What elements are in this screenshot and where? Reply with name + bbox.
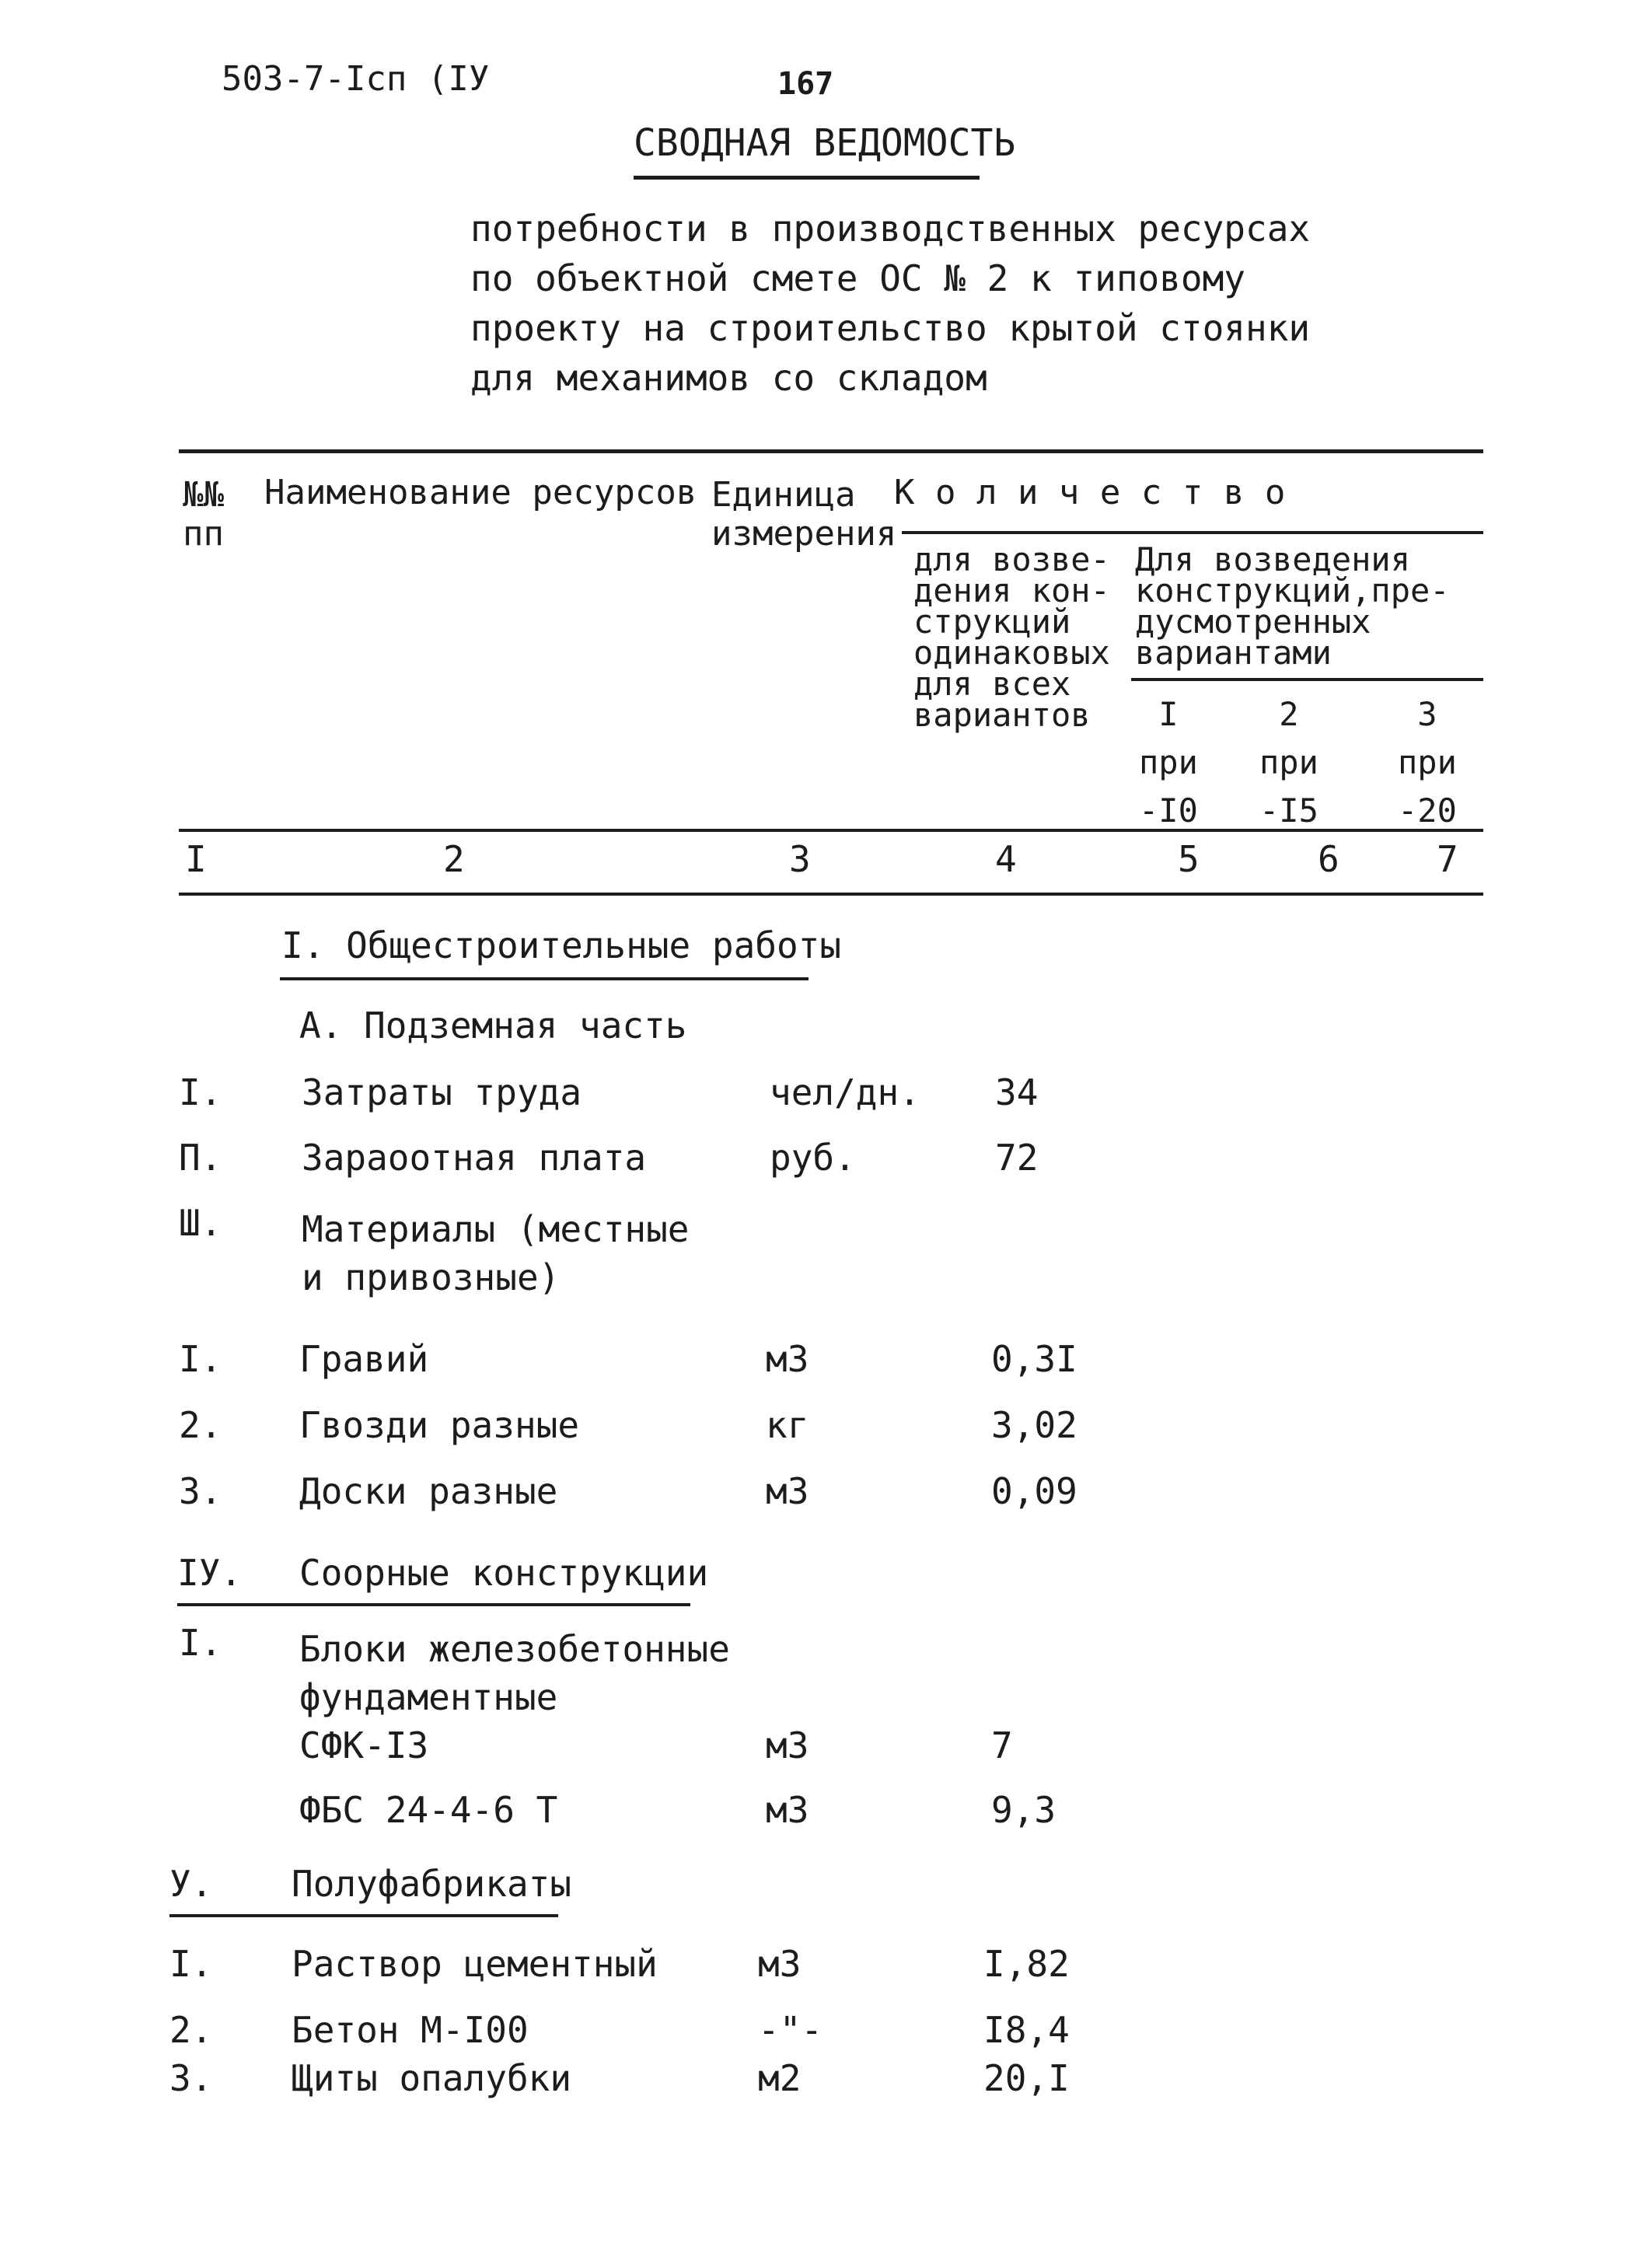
header-common-constructions [913,540,1110,734]
row-number: I. [179,1338,222,1380]
resource-unit: м3 [766,1470,809,1512]
document-subtitle [470,204,1310,403]
page-number: 167 [777,66,834,102]
column-number: 2 [443,838,465,880]
variants-rule [1131,678,1483,681]
variant-number: I [1158,695,1179,733]
row-number: I. [169,1943,213,1985]
subtitle-line: для механимов со складом [470,357,987,399]
row-number: П. [179,1137,222,1179]
header-text: вариантов [913,696,1091,734]
header-text: №№ [183,475,224,515]
resource-name [302,1205,690,1301]
resource-name: Раствор цементный [292,1943,658,1985]
header-text: для возве- [913,540,1110,578]
header-resource-name: Наименование ресурсов [264,473,697,512]
resource-name: Бетон М-I00 [292,2009,529,2051]
section-heading: I. Общестроительные работы [281,924,842,966]
resource-name: Затраты труда [302,1071,582,1113]
row-number: IУ. [177,1552,243,1594]
resource-name: Щиты опалубки [292,2057,572,2099]
resource-quantity: 9,3 [991,1789,1057,1831]
header-text: Единица [711,475,856,515]
row-number: I. [179,1622,222,1664]
resource-quantity: 3,02 [991,1404,1077,1446]
column-number: I [185,838,207,880]
resource-unit: м2 [758,2057,802,2099]
variant-label: при [1398,743,1457,781]
resource-name-line: и привозные) [302,1256,561,1298]
section-underline [280,977,809,980]
header-text: для всех [913,665,1071,703]
resource-unit: м3 [766,1724,809,1766]
resource-quantity: 34 [995,1071,1039,1113]
header-text: дения кон- [913,571,1110,610]
header-text: дусмотренных [1135,603,1371,641]
row-number: 3. [169,2057,213,2099]
resource-name: ФБС 24-4-6 Т [299,1789,558,1831]
document-code: 503-7-Iсп (IУ [222,59,490,99]
resource-name [299,1625,730,1721]
header-variant-constructions [1135,540,1450,672]
resource-quantity: 20,I [983,2057,1070,2099]
column-number: 5 [1178,838,1200,880]
quantity-rule [902,531,1483,534]
resource-unit: м3 [766,1338,809,1380]
row-number: I. [179,1071,222,1113]
subtitle-line: потребности в производственных ресурсах [470,208,1311,250]
resource-name: Доски разные [299,1470,558,1512]
row-number: Ш. [179,1202,222,1244]
variant-number: 2 [1279,695,1299,733]
variant-3-header [1398,690,1457,835]
subtitle-line: проекту на строительство крытой стоянки [470,307,1311,349]
header-text: одинаковых [913,634,1110,672]
resource-unit: м3 [766,1789,809,1831]
resource-name-line: Блоки железобетонные [299,1628,730,1670]
document-title: СВОДНАЯ ВЕДОМОСТЬ [634,121,1016,165]
resource-name-line: Материалы (местные [302,1208,690,1250]
variant-temperature: -I0 [1139,791,1198,830]
column-numbers-rule [179,893,1483,896]
variant-2-header [1259,690,1318,835]
column-number: 4 [995,838,1017,880]
section-heading: Соорные конструкции [299,1552,709,1594]
resource-quantity: I,82 [983,1943,1070,1985]
resource-name: СФК-I3 [299,1724,429,1766]
column-number: 7 [1437,838,1458,880]
resource-unit: чел/дн. [770,1071,920,1113]
column-number: 6 [1318,838,1339,880]
resource-unit: руб. [770,1137,856,1179]
subsection-heading: А. Подземная часть [299,1004,687,1046]
variant-temperature: -20 [1398,791,1457,830]
header-text: вариантами [1135,634,1332,672]
section-underline [169,1914,558,1917]
resource-name-line: фундаментные [299,1676,558,1718]
table-top-rule [179,449,1483,453]
section-heading: Полуфабрикаты [292,1863,572,1905]
row-number: У. [169,1863,213,1905]
column-number: 3 [789,838,811,880]
resource-quantity: 7 [991,1724,1013,1766]
variant-number: 3 [1417,695,1437,733]
header-text: конструкций,пре- [1135,571,1450,610]
title-underline [634,176,980,180]
resource-unit: -"- [758,2009,823,2051]
resource-unit: м3 [758,1943,802,1985]
header-text: пп [183,514,224,554]
resource-name: Гравий [299,1338,429,1380]
resource-quantity: I8,4 [983,2009,1070,2051]
subtitle-line: по объектной смете ОС № 2 к типовому [470,257,1245,299]
variant-label: при [1139,743,1198,781]
row-number: 3. [179,1470,222,1512]
header-quantity: К о л и ч е с т в о [894,473,1286,512]
header-number-column [183,476,224,554]
variant-temperature: -I5 [1259,791,1318,830]
section-underline [177,1603,690,1606]
resource-unit: кг [766,1404,809,1446]
resource-quantity: 0,3I [991,1338,1077,1380]
variant-label: при [1259,743,1318,781]
variant-1-header [1139,690,1198,835]
row-number: 2. [169,2009,213,2051]
resource-quantity: 0,09 [991,1470,1077,1512]
resource-quantity: 72 [995,1137,1039,1179]
header-text: измерения [711,514,897,554]
resource-name: Гвозди разные [299,1404,580,1446]
header-text: струкций [913,603,1071,641]
header-unit [711,476,896,554]
header-text: Для возведения [1135,540,1411,578]
row-number: 2. [179,1404,222,1446]
resource-name: Зараоотная плата [302,1137,647,1179]
